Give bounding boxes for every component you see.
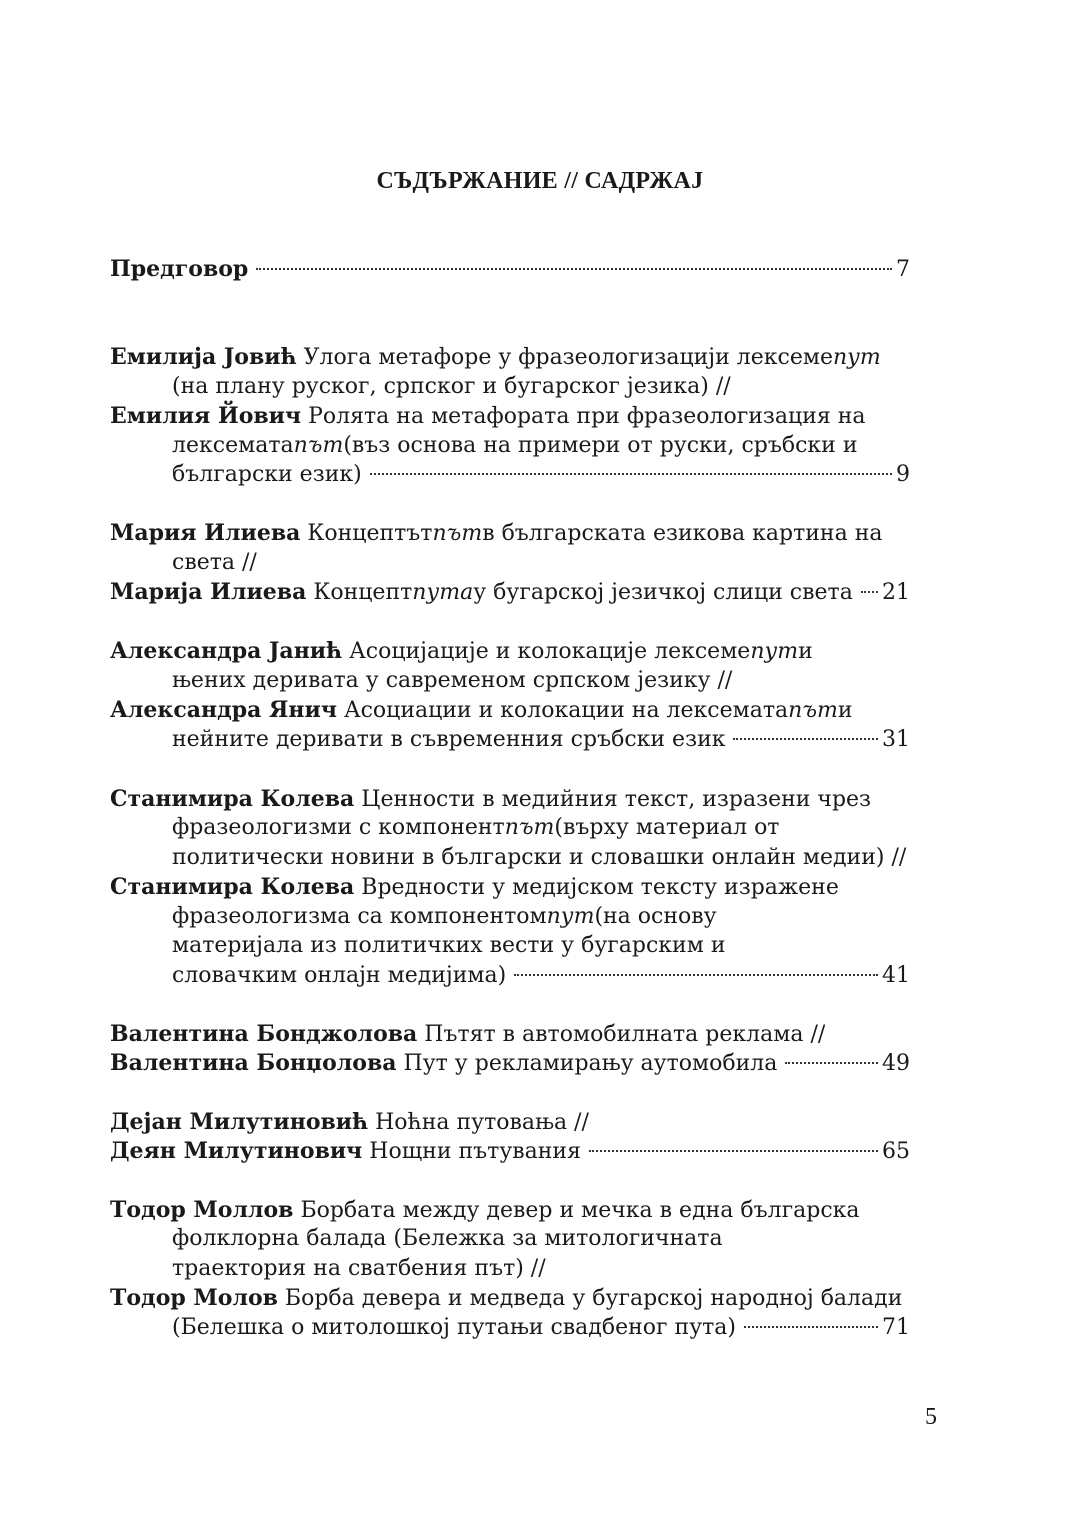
preface-label: Предговор [110,256,249,282]
article-title-italic: пута [412,580,474,605]
article-title: света // [172,550,257,575]
toc-entry-line[interactable] [110,872,910,903]
author-name: Тодор Молов [110,1285,278,1311]
article-title-italic: път [504,815,555,840]
toc-entry-line [172,931,910,961]
article-title: њених деривата у савременом српском језику // [172,668,733,693]
article-title-italic: пут [546,904,595,929]
dot-leader [256,268,892,270]
article-title: фразеологизми с компонент [172,815,505,840]
toc-entry-line [172,725,910,755]
article-title: в българската езикова картина на [482,521,883,546]
toc-entry-line[interactable] [110,1107,910,1138]
page-title: СЪДЪРЖАНИЕ // САДРЖАЈ [376,168,704,194]
page-ref: 21 [882,580,910,605]
author-name: Тодор Моллов [110,1197,294,1223]
author-name: Дејан Милутиновић [110,1109,369,1135]
author-name: Емилия Йович [110,403,302,429]
article-title: Ролята на метафората при фразеологизация на [308,404,866,429]
page-number: 5 [925,1404,937,1430]
article-title: фразеологизма са компонентом [172,904,547,929]
article-title-italic: път [432,521,483,546]
page-ref: 31 [882,727,910,752]
toc-entry-line [172,431,910,461]
toc-entry-line[interactable] [110,695,910,726]
toc-entry-line[interactable] [110,1048,910,1079]
toc-entry-line[interactable] [110,577,910,608]
article-title: Концептът [307,521,433,546]
article-title: политически новини в български и словашки онлайн медии) // [172,845,907,870]
toc-entry-line[interactable] [110,342,910,373]
toc-entry-line [172,372,910,402]
author-name: Деян Милутинович [110,1138,363,1164]
article-title: лексемата [172,433,294,458]
author-name: Мария Илиева [110,520,301,546]
toc-entry-preface[interactable] [110,254,910,285]
toc-entry-line [172,460,910,490]
author-name: Станимира Колева [110,874,355,900]
page-ref: 7 [896,257,910,282]
page-ref: 41 [882,963,910,988]
dot-leader [733,738,878,740]
article-title: (върху материал от [554,815,780,840]
dot-leader [514,974,878,976]
page-ref: 9 [896,462,910,487]
article-title: Нощни пътувания [369,1139,581,1164]
article-title: Асоциации и колокации на лексемата [343,698,789,723]
toc-entry-line[interactable] [110,636,910,667]
article-title: у бугарској језичкој слици света [473,580,853,605]
author-name: Александра Янич [110,697,337,723]
article-title: Ценности в медийния текст, изразени чрез [361,787,872,812]
article-title-italic: пут [832,345,881,370]
author-name: Марија Илиева [110,579,307,605]
article-title: и [837,698,853,723]
toc-entry-line[interactable] [110,401,910,432]
author-name: Валентина Бонџолова [110,1050,397,1076]
toc-entry-line [172,813,910,843]
article-title: (Белешка о митолошкој путањи свадбеног пута) [172,1315,737,1340]
toc-entry-line [172,1313,910,1343]
page-ref: 71 [882,1315,910,1340]
toc-entry-line [172,1254,910,1284]
article-title: Пътят в автомобилната реклама // [424,1022,826,1047]
author-name: Станимира Колева [110,786,355,812]
toc-entry-line[interactable] [110,518,910,549]
article-title: нейните деривати в съвременния сръбски език [172,727,726,752]
article-title: и [798,639,813,664]
article-title: български език) [172,462,362,487]
article-title: траектория на сватбения път) // [172,1256,546,1281]
toc-entry-line[interactable] [110,1136,910,1167]
article-title: материјала из политичких вести у бугарским и [172,933,726,958]
toc-entry-line [172,1224,910,1254]
article-title: Борбата между девер и мечка в една българска [300,1198,860,1223]
article-title: Вредности у медијском тексту изражене [361,875,839,900]
article-title: Асоцијације и колокације лексеме [349,639,751,664]
toc-entry-line[interactable] [110,1019,910,1050]
author-name: Александра Јанић [110,638,343,664]
author-name: Емилија Јовић [110,344,297,370]
article-title: Пут у рекламирању аутомобила [403,1051,778,1076]
toc-entry-line[interactable] [110,1195,910,1226]
page-ref: 49 [882,1051,910,1076]
author-name: Валентина Бонджолова [110,1021,418,1047]
page-ref: 65 [882,1139,910,1164]
toc-entry-line [172,902,910,932]
toc-entry-line [172,666,910,696]
toc-entry-line[interactable] [110,1283,910,1314]
article-title-italic: пут [750,639,799,664]
article-title-italic: път [293,433,344,458]
article-title: Улога метафоре у фразеологизацији лексеме [303,345,833,370]
toc-entry-line[interactable] [110,784,910,815]
article-title-italic: път [788,698,838,723]
dot-leader [861,591,878,593]
article-title: (на плану руског, српског и бугарског језика) // [172,374,731,399]
article-title: Концепт [313,580,413,605]
article-title: Борба девера и медведа у бугарској народној балади [284,1286,903,1311]
article-title: Ноћна путовања // [375,1110,589,1135]
dot-leader [370,473,892,475]
toc-entry-line [172,548,910,578]
dot-leader [744,1326,878,1328]
article-title: словачким онлајн медијима) [172,963,507,988]
article-title: (въз основа на примери от руски, сръбски и [343,433,858,458]
dot-leader [589,1150,878,1152]
dot-leader [785,1062,878,1064]
article-title: (на основу [594,904,717,929]
toc-entry-line [172,843,910,873]
toc-entry-line [172,961,910,991]
article-title: фолклорна балада (Бележка за митологичната [172,1226,723,1251]
